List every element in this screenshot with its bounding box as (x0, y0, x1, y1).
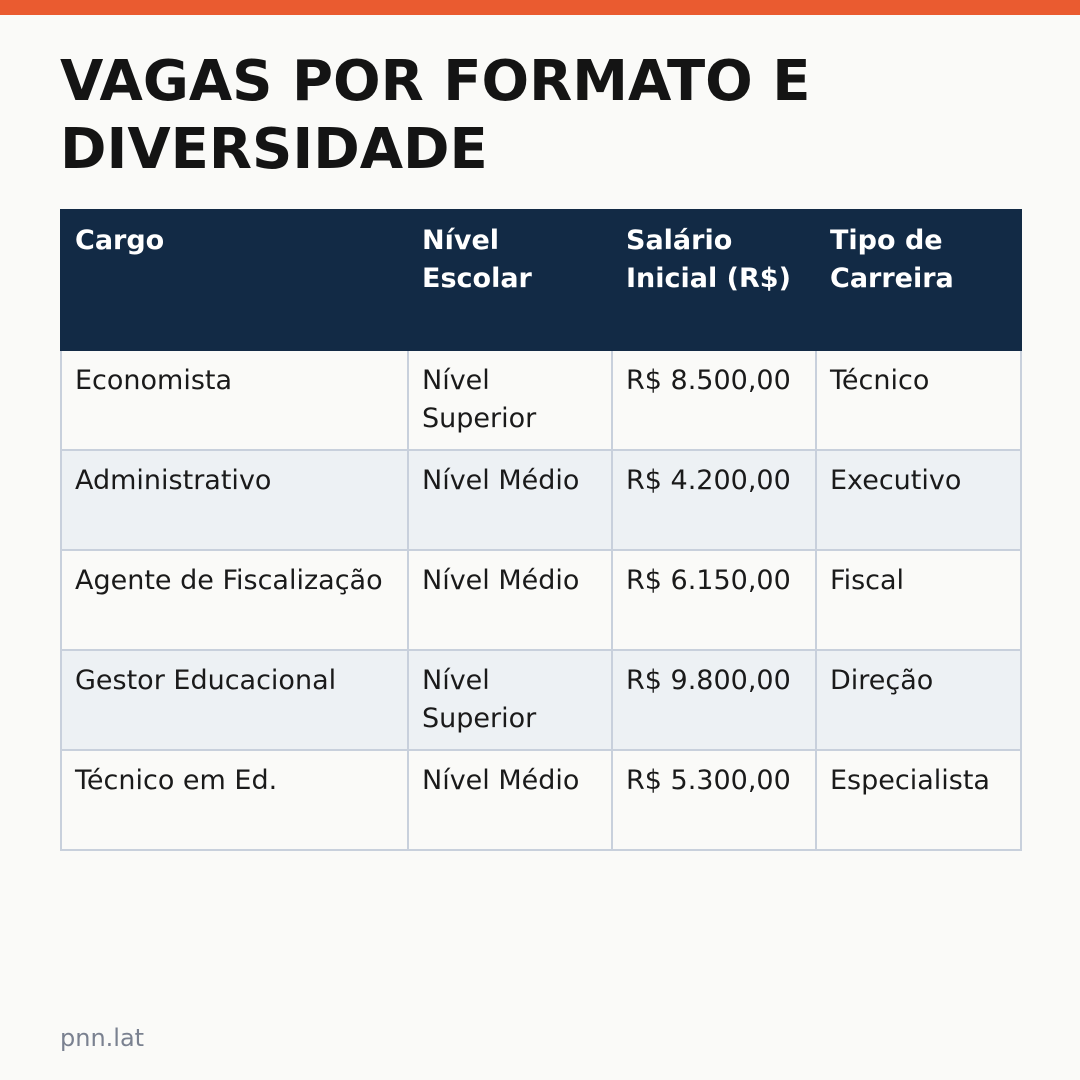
cell-cargo: Administrativo (61, 450, 408, 550)
header-cargo: Cargo (61, 210, 408, 350)
cell-tipo-carreira: Técnico (816, 350, 1021, 450)
cell-salario: R$ 8.500,00 (612, 350, 816, 450)
cell-nivel-escolar: Nível Médio (408, 750, 612, 850)
page-title: VAGAS POR FORMATO E DIVERSIDADE (60, 49, 811, 182)
cell-nivel-escolar: Nível Médio (408, 550, 612, 650)
table-header-row (61, 210, 1021, 350)
jobs-table (60, 209, 1022, 851)
cell-nivel-escolar: Nível Superior (408, 350, 612, 450)
cell-cargo: Técnico em Ed. (61, 750, 408, 850)
footer-source: pnn.lat (60, 1024, 145, 1052)
cell-salario: R$ 6.150,00 (612, 550, 816, 650)
cell-salario: R$ 4.200,00 (612, 450, 816, 550)
table-row (61, 450, 1021, 550)
cell-tipo-carreira: Direção (816, 650, 1021, 750)
cell-nivel-escolar: Nível Superior (408, 650, 612, 750)
top-accent-bar (0, 0, 1080, 15)
cell-nivel-escolar: Nível Médio (408, 450, 612, 550)
table-row (61, 650, 1021, 750)
table-body (61, 350, 1021, 850)
header-salario-inicial: Salário Inicial (R$) (612, 210, 816, 350)
cell-cargo: Economista (61, 350, 408, 450)
cell-tipo-carreira: Executivo (816, 450, 1021, 550)
table-row (61, 750, 1021, 850)
cell-tipo-carreira: Fiscal (816, 550, 1021, 650)
table-row (61, 350, 1021, 450)
cell-cargo: Agente de Fiscalização (61, 550, 408, 650)
cell-cargo: Gestor Educacional (61, 650, 408, 750)
table-header (61, 210, 1021, 350)
header-nivel-escolar: Nível Escolar (408, 210, 612, 350)
table-row (61, 550, 1021, 650)
cell-tipo-carreira: Especialista (816, 750, 1021, 850)
jobs-table-container (60, 209, 1022, 851)
cell-salario: R$ 5.300,00 (612, 750, 816, 850)
cell-salario: R$ 9.800,00 (612, 650, 816, 750)
header-tipo-carreira: Tipo de Carreira (816, 210, 1021, 350)
